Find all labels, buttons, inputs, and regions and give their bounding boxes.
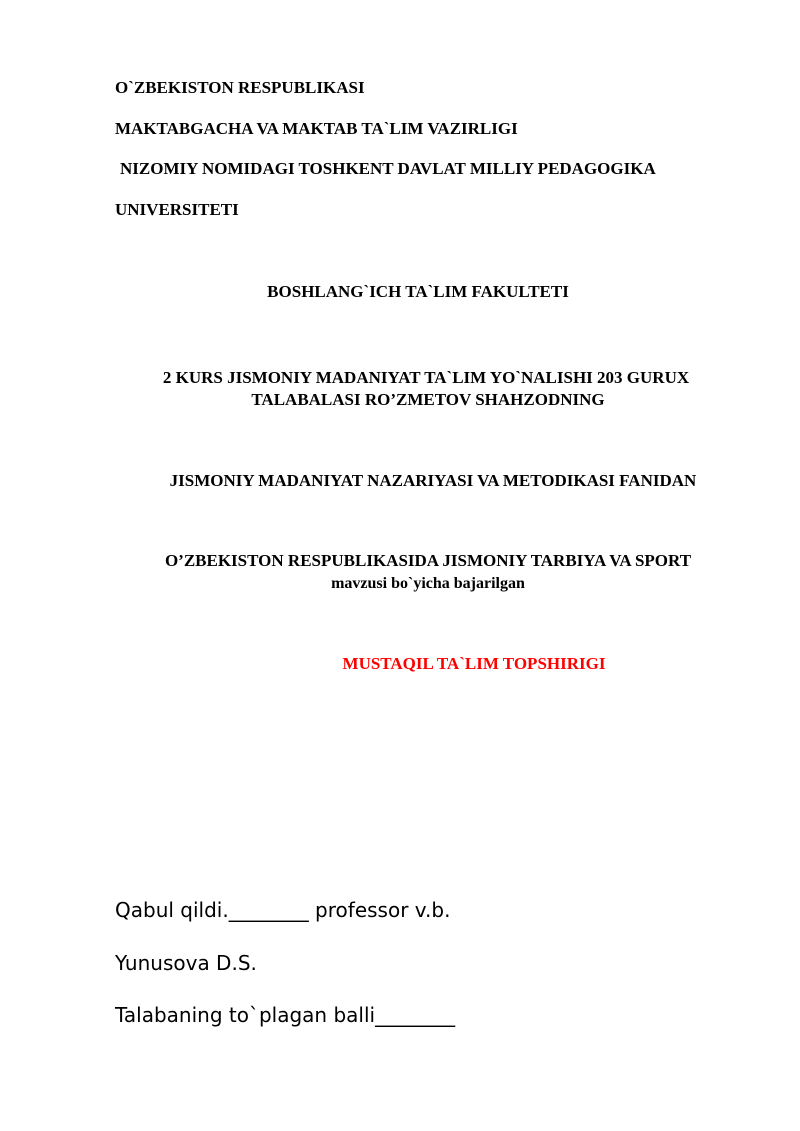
- student-course-line: 2 KURS JISMONIY MADANIYAT TA`LIM YO`NALISHI 203 GURUX: [162, 368, 690, 387]
- teacher-name: Yunusova D.S.: [115, 951, 257, 975]
- header-university-name: NIZOMIY NOMIDAGI TOSHKENT DAVLAT MILLIY PEDAGOGIKA: [120, 159, 656, 178]
- topic-subtitle: mavzusi bo`yicha bajarilgan: [331, 575, 525, 592]
- topic-title: O’ZBEKISTON RESPUBLIKASIDA JISMONIY TARBIYA VA SPORT: [164, 551, 692, 570]
- accepted-by-line: Qabul qildi.________ professor v.b.: [115, 898, 451, 922]
- student-score-line: Talabaning to`plagan balli________: [115, 1003, 456, 1027]
- assignment-title: MUSTAQIL TA`LIM TOPSHIRIGI: [342, 654, 606, 673]
- header-republic: O`ZBEKISTON RESPUBLIKASI: [115, 78, 365, 97]
- subject-name: JISMONIY MADANIYAT NAZARIYASI VA METODIKASI FANIDAN: [169, 471, 697, 490]
- header-ministry: MAKTABGACHA VA MAKTAB TA`LIM VAZIRLIGI: [115, 119, 518, 138]
- header-university-suffix: UNIVERSITETI: [115, 200, 239, 219]
- student-name-line: TALABALASI RO’ZMETOV SHAHZODNING: [251, 390, 605, 409]
- faculty-name: BOSHLANG`ICH TA`LIM FAKULTETI: [267, 282, 569, 301]
